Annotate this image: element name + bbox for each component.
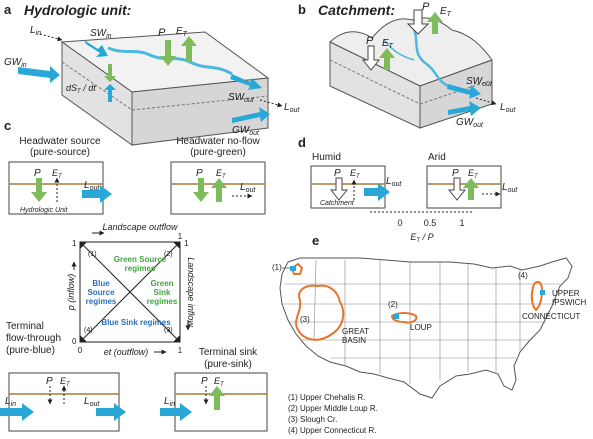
d-axis-label: $E_T$ / P xyxy=(410,232,434,244)
panel-b-title: Catchment: xyxy=(318,2,396,18)
map-label-3: (3) xyxy=(300,315,310,324)
hydrologic-unit-label: Hydrologic Unit xyxy=(20,207,68,214)
l-in-label-a: $L_{in}$ xyxy=(30,25,42,37)
box-headwater-noflow xyxy=(171,162,265,214)
sw-in-label: $SW_{in}$ xyxy=(90,28,112,40)
blue-source-label-1: Blue xyxy=(92,279,110,288)
catchment-label: Catchment xyxy=(320,200,354,207)
legend-item-2: (2) Upper Middle Loup R. xyxy=(288,404,378,413)
l-out-label-c3: $L_{out}$ xyxy=(84,396,100,408)
l-out-label-d2: $L_{out}$ xyxy=(502,182,518,194)
terminal-sink-title-1: Terminal sink xyxy=(198,347,258,358)
d-tick-1: 1 xyxy=(459,218,465,228)
panel-a xyxy=(4,2,300,145)
box-arid xyxy=(427,166,518,208)
map-label-upper-ipswich-1: UPPER xyxy=(552,289,580,298)
legend-item-1: (1) Upper Chehalis R. xyxy=(288,393,366,402)
map-label-upper-ipswich-2: IPSWICH xyxy=(552,298,587,307)
map-label-1: (1) xyxy=(272,263,282,272)
tick-one-bottom: 1 xyxy=(177,346,183,355)
map-label-loup: LOUP xyxy=(410,323,432,332)
green-sink-label-2: Sink xyxy=(153,288,171,297)
headwater-noflow-subtitle: (pure-green) xyxy=(190,147,246,158)
panel-a-letter: a xyxy=(4,2,12,17)
blue-sink-label: Blue Sink regimes xyxy=(101,318,171,327)
green-sink-label-1: Green xyxy=(150,279,174,288)
et-label-d1: $E_T$ xyxy=(350,168,360,180)
sw-out-label-b: $SW_{out}$ xyxy=(466,76,492,88)
map-label-connecticut: CONNECTICUT xyxy=(522,312,581,321)
l-out-label-c2: $L_{out}$ xyxy=(240,182,256,194)
tick-one-top: 1 xyxy=(177,232,183,241)
et-label-c2: $E_T$ xyxy=(216,168,226,180)
legend-item-3: (3) Slough Cr. xyxy=(288,415,338,424)
tick-zero-bottom: 0 xyxy=(77,346,83,355)
p-label-c4: P xyxy=(201,376,208,387)
p-inflow-label: p (inflow) xyxy=(66,273,76,311)
legend-item-4: (4) Upper Connecticut R. xyxy=(288,426,377,435)
gw-out-label-b: $GW_{out}$ xyxy=(456,117,483,129)
l-out-label-b: $L_{out}$ xyxy=(500,102,516,114)
basin-4-marker xyxy=(540,290,545,295)
green-source-label-1: Green Source xyxy=(113,255,167,264)
l-in-label-c4: $L_{in}$ xyxy=(164,396,176,408)
panel-e-letter: e xyxy=(312,233,320,248)
panel-e xyxy=(272,233,586,435)
tick-zero-left: 0 xyxy=(72,337,77,346)
tick-one-left: 1 xyxy=(72,239,77,248)
panel-d xyxy=(298,135,518,244)
landscape-inflow-label: Landscape inflow xyxy=(186,257,196,327)
map-label-4: (4) xyxy=(518,271,528,280)
panel-d-letter: d xyxy=(298,135,306,150)
humid-label: Humid xyxy=(312,152,341,163)
box-terminal-flow xyxy=(0,373,126,431)
landscape-outflow-label: Landscape outflow xyxy=(102,222,178,232)
blue-source-label-2: Source xyxy=(87,288,115,297)
p-label-d1: P xyxy=(334,168,341,179)
l-in-label-c3: $L_{in}$ xyxy=(5,396,17,408)
et-outflow-label: et (outflow) xyxy=(103,347,149,357)
p-label-a: P xyxy=(158,27,166,39)
p-label-b1: P xyxy=(422,1,430,13)
panel-c-letter: c xyxy=(4,118,12,133)
green-source-label-2: regimes xyxy=(124,264,156,273)
panel-a-title: Hydrologic unit: xyxy=(24,2,132,18)
et-label-b1: $E_T$ xyxy=(440,6,451,18)
et-label-c4: $E_T$ xyxy=(214,376,224,388)
basin-1-marker xyxy=(290,266,296,271)
terminal-flow-title-1: Terminal xyxy=(6,321,44,332)
terminal-sink-title-2: (pure-sink) xyxy=(204,359,252,370)
panel-b xyxy=(298,1,516,129)
gw-in-label: $GW_{in}$ xyxy=(4,57,27,69)
tick-one-right: 1 xyxy=(184,239,189,248)
corner-1: (1) xyxy=(88,251,97,258)
panel-b-letter: b xyxy=(298,2,306,17)
basin-2-marker xyxy=(393,314,399,319)
corner-3: (3) xyxy=(164,327,173,334)
et-label-c1: $E_T$ xyxy=(52,168,62,180)
corner-2: (2) xyxy=(164,251,173,258)
p-label-b2: P xyxy=(366,35,374,47)
p-label-c1: P xyxy=(34,168,41,179)
gw-out-label-a: $GW_{out}$ xyxy=(232,125,259,137)
p-label-d2: P xyxy=(452,168,459,179)
arid-label: Arid xyxy=(428,152,446,163)
box-humid xyxy=(311,166,402,208)
l-in-arrow-a xyxy=(40,34,62,40)
terminal-flow-title-3: (pure-blue) xyxy=(6,345,55,356)
headwater-source-subtitle: (pure-source) xyxy=(29,147,91,158)
map-label-2: (2) xyxy=(388,300,398,309)
et-label-d2: $E_T$ xyxy=(468,168,478,180)
box-headwater-source xyxy=(9,162,112,214)
d-tick-05: 0.5 xyxy=(423,218,437,228)
l-out-label-d1: $L_{out}$ xyxy=(386,176,402,188)
green-sink-label-3: regimes xyxy=(146,297,178,306)
corner-4: (4) xyxy=(84,327,93,334)
box-terminal-sink xyxy=(160,373,267,431)
ds-dt-label: $dS_T$ / dt xyxy=(66,83,96,95)
map-label-great-basin-2: BASIN xyxy=(342,336,367,345)
headwater-source-title: Headwater source xyxy=(19,136,101,147)
sw-out-label-a: $SW_{out}$ xyxy=(228,92,254,104)
terminal-flow-title-2: flow-through xyxy=(6,333,62,344)
et-label-b2: $E_T$ xyxy=(382,38,393,50)
p-label-c2: P xyxy=(196,168,203,179)
catchment-block xyxy=(330,18,492,128)
l-out-label-c1: $L_{out}$ xyxy=(84,180,100,192)
panel-c xyxy=(0,118,267,431)
et-label-c3: $E_T$ xyxy=(60,376,70,388)
p-label-c3: P xyxy=(46,376,53,387)
l-out-label-a: $L_{out}$ xyxy=(284,102,300,114)
headwater-noflow-title: Headwater no-flow xyxy=(176,136,260,147)
blue-source-label-3: regimes xyxy=(85,297,117,306)
d-tick-0: 0 xyxy=(397,218,403,228)
map-label-great-basin-1: GREAT xyxy=(342,327,369,336)
et-label-a: $E_T$ xyxy=(176,26,187,38)
